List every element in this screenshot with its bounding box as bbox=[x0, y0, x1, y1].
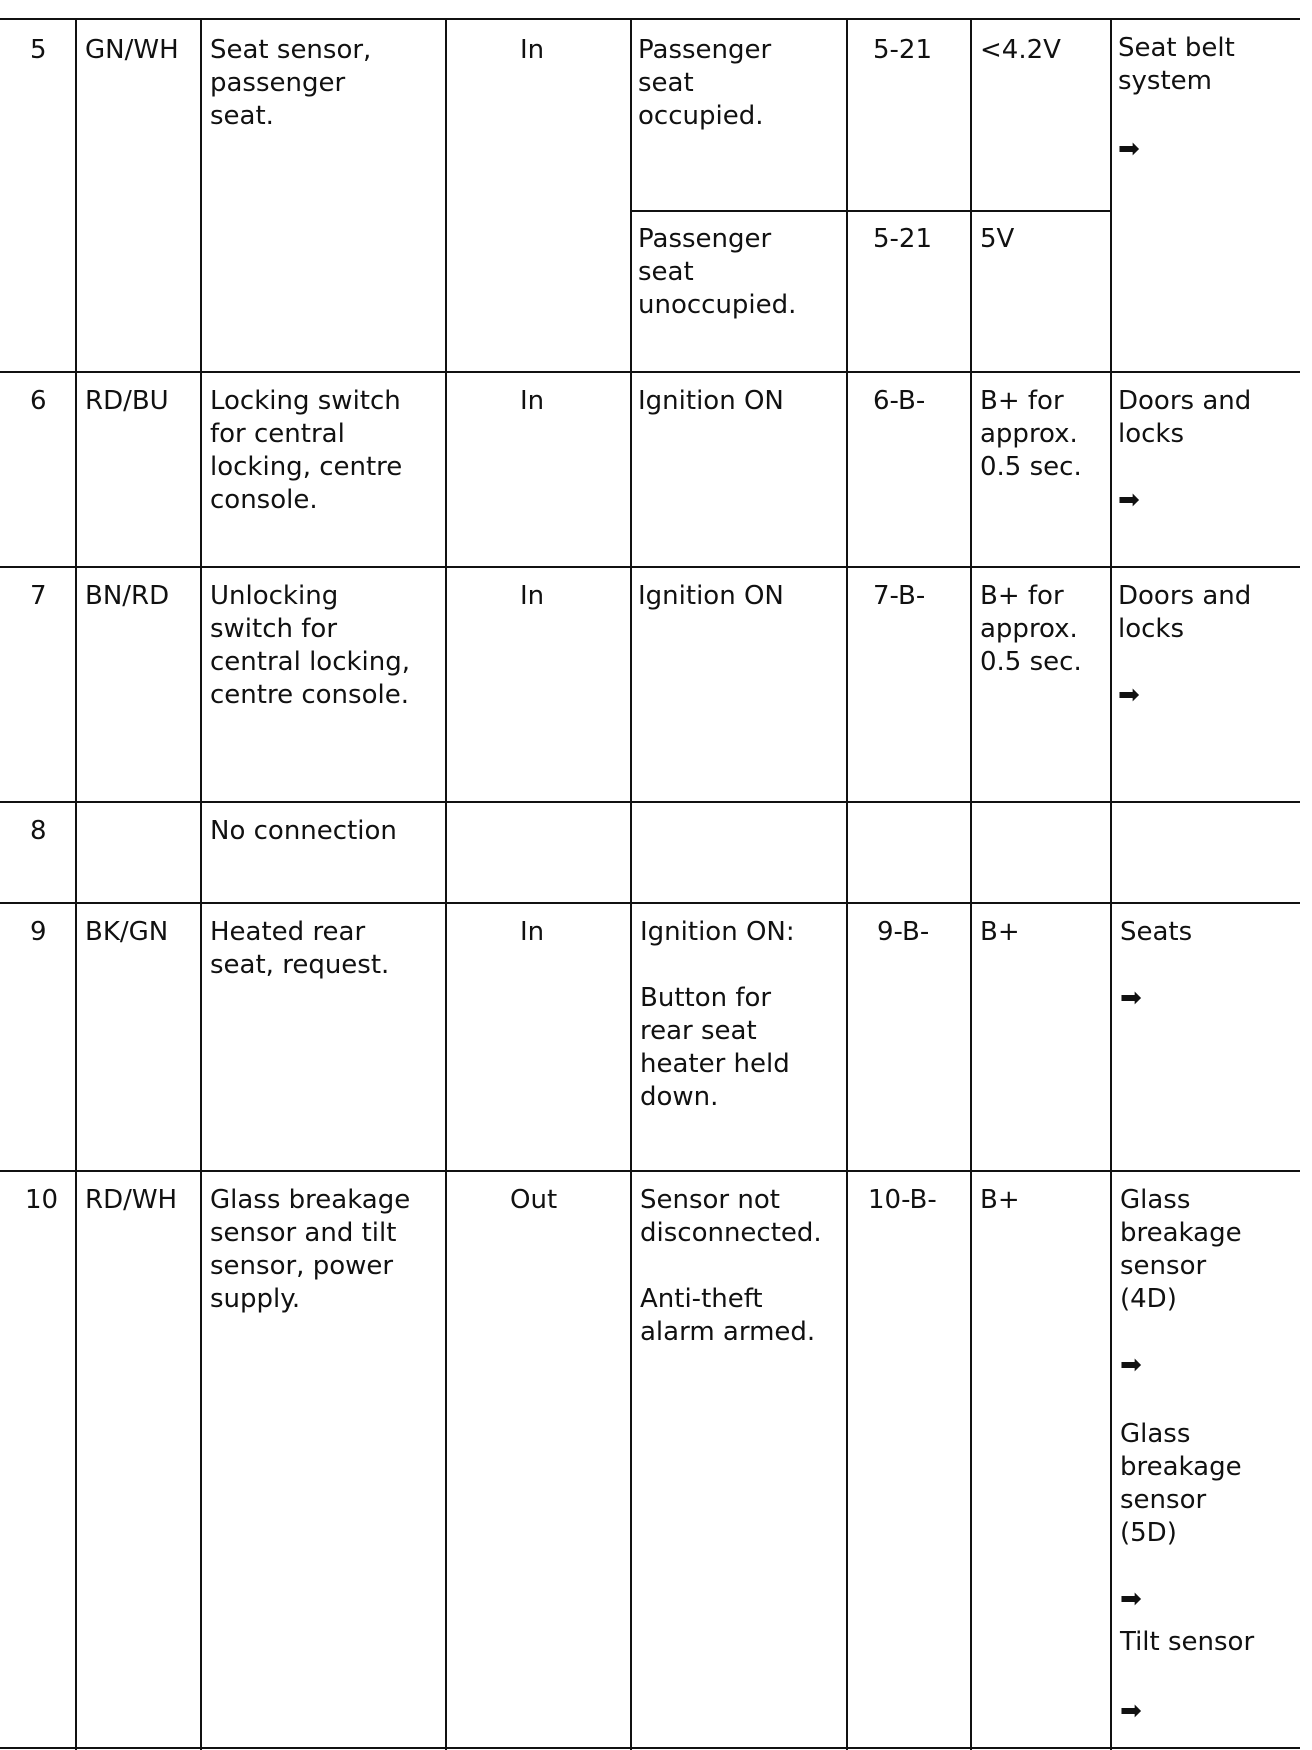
signal-direction: In bbox=[520, 917, 545, 947]
reference-label: Glass breakage sensor (5D) bbox=[1120, 1419, 1242, 1548]
row-divider bbox=[0, 1747, 1300, 1749]
condition: Ignition ON: Button for rear seat heater held down. bbox=[640, 917, 795, 1112]
pin-description: Heated rear seat, request. bbox=[210, 917, 390, 980]
reference-label: Seat belt system bbox=[1118, 33, 1235, 96]
sub-row-divider bbox=[630, 210, 1110, 212]
reference-label: Doors and locks bbox=[1118, 386, 1252, 449]
wire-color: BK/GN bbox=[85, 917, 169, 947]
expected-value: B+ for approx. 0.5 sec. bbox=[980, 581, 1082, 677]
condition: Sensor not disconnected. Anti-theft alarm armed. bbox=[640, 1185, 822, 1347]
wire-color: GN/WH bbox=[85, 35, 179, 65]
pin-number: 6 bbox=[30, 386, 47, 416]
measure-points: 5-21 bbox=[873, 35, 933, 65]
expected-value: B+ for approx. 0.5 sec. bbox=[980, 386, 1082, 482]
arrow-right-icon[interactable]: ➡ bbox=[1118, 485, 1140, 515]
row-divider bbox=[0, 902, 1300, 904]
wire-color: BN/RD bbox=[85, 581, 170, 611]
arrow-right-icon[interactable]: ➡ bbox=[1120, 1584, 1142, 1614]
column-divider bbox=[200, 18, 202, 1750]
expected-value: B+ bbox=[980, 1185, 1020, 1215]
column-divider bbox=[75, 18, 77, 1750]
arrow-right-icon[interactable]: ➡ bbox=[1118, 680, 1140, 710]
reference-label: Seats bbox=[1120, 917, 1193, 947]
row-divider bbox=[0, 1170, 1300, 1172]
arrow-right-icon[interactable]: ➡ bbox=[1118, 134, 1140, 164]
row-divider bbox=[0, 566, 1300, 568]
measure-points: 7-B- bbox=[873, 581, 926, 611]
condition: Passenger seat occupied. bbox=[638, 35, 772, 131]
arrow-right-icon[interactable]: ➡ bbox=[1120, 983, 1142, 1013]
expected-value: B+ bbox=[980, 917, 1020, 947]
condition: Passenger seat unoccupied. bbox=[638, 224, 797, 320]
expected-value: <4.2V bbox=[980, 35, 1061, 65]
pin-number: 7 bbox=[30, 581, 47, 611]
condition: Ignition ON bbox=[638, 386, 784, 416]
pin-description: Unlocking switch for central locking, centre console. bbox=[210, 581, 411, 710]
wire-color: RD/BU bbox=[85, 386, 169, 416]
signal-direction: In bbox=[520, 581, 545, 611]
row-divider bbox=[0, 801, 1300, 803]
measure-points: 10-B- bbox=[868, 1185, 937, 1215]
column-divider bbox=[846, 18, 848, 1750]
arrow-right-icon[interactable]: ➡ bbox=[1120, 1350, 1142, 1380]
pin-number: 10 bbox=[25, 1185, 59, 1215]
row-divider bbox=[0, 371, 1300, 373]
reference-label: Glass breakage sensor (4D) bbox=[1120, 1185, 1242, 1314]
row-divider bbox=[0, 18, 1300, 20]
measure-points: 6-B- bbox=[873, 386, 926, 416]
pin-description: Locking switch for central locking, centre console. bbox=[210, 386, 403, 515]
measure-points: 9-B- bbox=[877, 917, 930, 947]
condition: Ignition ON bbox=[638, 581, 784, 611]
signal-direction: In bbox=[520, 386, 545, 416]
signal-direction: Out bbox=[510, 1185, 558, 1215]
column-divider bbox=[445, 18, 447, 1750]
column-divider bbox=[1110, 18, 1112, 1750]
pin-description: No connection bbox=[210, 816, 397, 846]
expected-value: 5V bbox=[980, 224, 1015, 254]
pin-description: Glass breakage sensor and tilt sensor, power supply. bbox=[210, 1185, 411, 1314]
pin-number: 9 bbox=[30, 917, 47, 947]
wire-color: RD/WH bbox=[85, 1185, 178, 1215]
pin-description: Seat sensor, passenger seat. bbox=[210, 35, 372, 131]
measure-points: 5-21 bbox=[873, 224, 933, 254]
column-divider bbox=[630, 18, 632, 1750]
reference-label: Tilt sensor bbox=[1120, 1627, 1255, 1657]
pin-number: 8 bbox=[30, 816, 47, 846]
pin-number: 5 bbox=[30, 35, 47, 65]
signal-direction: In bbox=[520, 35, 545, 65]
arrow-right-icon[interactable]: ➡ bbox=[1120, 1696, 1142, 1726]
column-divider bbox=[970, 18, 972, 1750]
reference-label: Doors and locks bbox=[1118, 581, 1252, 644]
